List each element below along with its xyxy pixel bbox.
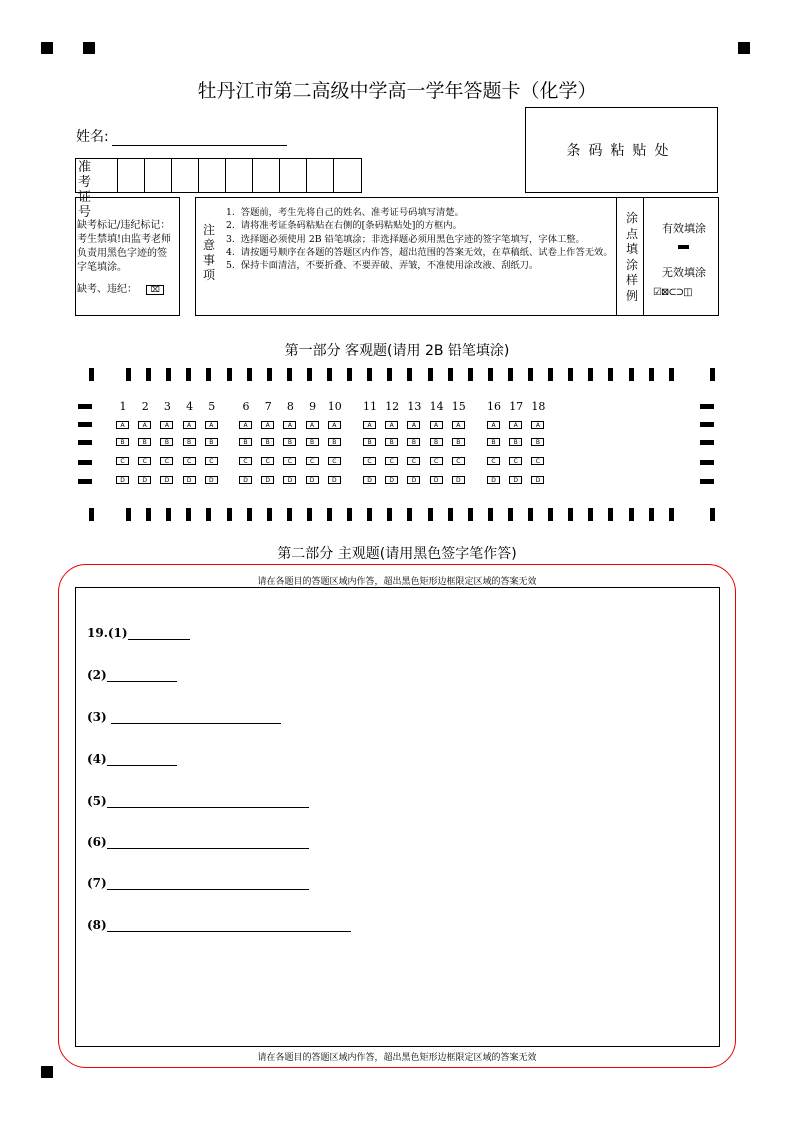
- option-bubble-c[interactable]: C: [531, 457, 544, 465]
- option-bubble-c[interactable]: C: [407, 457, 420, 465]
- timing-tick: [528, 368, 533, 381]
- question-label: (6): [87, 835, 107, 849]
- question-label: (4): [87, 752, 107, 766]
- question-number: 2: [141, 400, 149, 413]
- option-bubble-c[interactable]: C: [306, 457, 319, 465]
- question-number: 10: [327, 400, 342, 413]
- option-bubble-c[interactable]: C: [261, 457, 274, 465]
- timing-tick: [227, 508, 232, 521]
- absent-line: 负责用黑色字迹的签: [77, 248, 167, 259]
- option-bubble-a[interactable]: A: [183, 421, 196, 429]
- exam-id-cell[interactable]: [280, 159, 307, 192]
- option-bubble-a[interactable]: A: [138, 421, 151, 429]
- option-bubble-a[interactable]: A: [239, 421, 252, 429]
- timing-tick: [428, 368, 433, 381]
- notice-item: 5. 保持卡面清洁，不要折叠、不要弄破、弄皱，不准使用涂改液、刮纸刀。: [226, 260, 539, 272]
- timing-tick: [508, 508, 513, 521]
- valid-fill-label: 有效填涂: [662, 222, 706, 235]
- answer-line[interactable]: [107, 835, 309, 849]
- option-bubble-c[interactable]: C: [452, 457, 465, 465]
- notice-item: 2. 请将准考证条码粘贴在右侧的[条码粘贴处]的方框内。: [226, 220, 462, 232]
- side-marker: [700, 460, 714, 465]
- option-bubble-b[interactable]: B: [385, 438, 398, 446]
- option-bubble-b[interactable]: B: [205, 438, 218, 446]
- option-bubble-b[interactable]: B: [328, 438, 341, 446]
- option-bubble-d[interactable]: D: [306, 476, 319, 484]
- option-bubble-c[interactable]: C: [239, 457, 252, 465]
- question-19-1[interactable]: [87, 626, 190, 640]
- option-bubble-b[interactable]: B: [183, 438, 196, 446]
- option-bubble-d[interactable]: D: [430, 476, 443, 484]
- name-row: [76, 126, 287, 146]
- question-number: 14: [429, 400, 444, 413]
- option-bubble-c[interactable]: C: [328, 457, 341, 465]
- timing-tick: [146, 368, 151, 381]
- notice-item: 3. 选择题必须使用 2B 铅笔填涂；非选择题必须用黑色字迹的签字笔填写，字体工整。: [226, 233, 585, 245]
- part2-title: 第二部分 主观题(请用黑色签字笔作答): [277, 546, 517, 562]
- question-19-5[interactable]: [87, 794, 309, 808]
- side-marker: [78, 479, 92, 484]
- option-bubble-a[interactable]: A: [160, 421, 173, 429]
- absent-line: 字笔填涂。: [77, 262, 127, 273]
- question-number: 6: [242, 400, 250, 413]
- timing-tick: [488, 368, 493, 381]
- answer-line[interactable]: [111, 710, 281, 724]
- timing-tick: [206, 508, 211, 521]
- timing-tick: [347, 368, 352, 381]
- corner-marker-top-left-2: [83, 42, 95, 54]
- option-bubble-d[interactable]: D: [116, 476, 129, 484]
- question-label: 19.(1): [87, 626, 128, 640]
- option-bubble-a[interactable]: A: [509, 421, 522, 429]
- timing-tick: [89, 508, 94, 521]
- timing-tick: [428, 508, 433, 521]
- option-bubble-c[interactable]: C: [160, 457, 173, 465]
- timing-tick: [287, 508, 292, 521]
- option-bubble-b[interactable]: B: [261, 438, 274, 446]
- side-marker: [78, 440, 92, 445]
- valid-fill-sample: [678, 245, 689, 249]
- timing-tick: [387, 368, 392, 381]
- option-bubble-c[interactable]: C: [430, 457, 443, 465]
- answer-line[interactable]: [107, 668, 177, 682]
- timing-tick: [669, 508, 674, 521]
- question-number: 3: [163, 400, 171, 413]
- timing-tick: [608, 508, 613, 521]
- answer-line[interactable]: [107, 918, 351, 932]
- question-label: (5): [87, 794, 107, 808]
- page-title: 牡丹江市第二高级中学高一学年答题卡（化学）: [197, 80, 597, 102]
- notice-list: [226, 206, 616, 272]
- timing-tick: [629, 508, 634, 521]
- question-number: 1: [119, 400, 127, 413]
- option-bubble-d[interactable]: D: [239, 476, 252, 484]
- timing-tick: [568, 368, 573, 381]
- question-19-3[interactable]: [87, 710, 281, 724]
- option-bubble-c[interactable]: C: [183, 457, 196, 465]
- option-bubble-a[interactable]: A: [116, 421, 129, 429]
- option-bubble-a[interactable]: A: [531, 421, 544, 429]
- timing-tick: [126, 368, 131, 381]
- question-19-2[interactable]: [87, 668, 177, 682]
- timing-tick: [347, 508, 352, 521]
- timing-tick: [488, 508, 493, 521]
- option-bubble-c[interactable]: C: [116, 457, 129, 465]
- option-bubble-a[interactable]: A: [283, 421, 296, 429]
- option-bubble-d[interactable]: D: [363, 476, 376, 484]
- side-marker: [78, 422, 92, 427]
- option-bubble-d[interactable]: D: [452, 476, 465, 484]
- absent-line: 缺考标记/违纪标记：: [77, 220, 171, 231]
- option-bubble-b[interactable]: B: [452, 438, 465, 446]
- timing-tick: [126, 508, 131, 521]
- timing-tick: [267, 508, 272, 521]
- timing-tick: [186, 368, 191, 381]
- exam-id-cell[interactable]: [334, 159, 361, 192]
- answer-hint-bottom: 请在各题目的答题区域内作答，超出黑色矩形边框限定区域的答案无效: [257, 1053, 537, 1063]
- timing-tick: [387, 508, 392, 521]
- answer-line[interactable]: [107, 876, 309, 890]
- option-bubble-d[interactable]: D: [283, 476, 296, 484]
- timing-tick: [710, 368, 715, 381]
- question-number: 12: [385, 400, 400, 413]
- corner-marker-top-left-1: [41, 42, 53, 54]
- option-bubble-d[interactable]: D: [487, 476, 500, 484]
- option-bubble-c[interactable]: C: [283, 457, 296, 465]
- option-bubble-b[interactable]: B: [509, 438, 522, 446]
- exam-id-cell[interactable]: [226, 159, 253, 192]
- timing-tick: [367, 368, 372, 381]
- option-bubble-c[interactable]: C: [385, 457, 398, 465]
- option-bubble-c[interactable]: C: [205, 457, 218, 465]
- absent-mark-box: [75, 197, 180, 316]
- example-title: 涂点填涂样例: [625, 211, 638, 303]
- timing-tick: [89, 368, 94, 381]
- option-bubble-d[interactable]: D: [138, 476, 151, 484]
- question-number: 8: [286, 400, 294, 413]
- option-bubble-b[interactable]: B: [487, 438, 500, 446]
- option-bubble-d[interactable]: D: [385, 476, 398, 484]
- exam-id-cell[interactable]: [199, 159, 226, 192]
- option-bubble-d[interactable]: D: [183, 476, 196, 484]
- exam-id-cell[interactable]: [118, 159, 145, 192]
- option-bubble-b[interactable]: B: [430, 438, 443, 446]
- option-bubble-a[interactable]: A: [385, 421, 398, 429]
- timing-tick: [588, 508, 593, 521]
- exam-id-label: 准 考 证 号: [76, 159, 118, 192]
- question-number: 17: [509, 400, 524, 413]
- timing-tick: [448, 508, 453, 521]
- side-marker: [700, 479, 714, 484]
- invalid-fill-label: 无效填涂: [662, 266, 706, 279]
- timing-tick: [186, 508, 191, 521]
- timing-tick: [508, 368, 513, 381]
- side-marker: [700, 404, 714, 409]
- timing-tick: [548, 508, 553, 521]
- name-label: 姓名:: [76, 129, 109, 145]
- invalid-fill-samples: ☑⊠⊂⊃◫: [653, 287, 692, 298]
- option-bubble-d[interactable]: D: [407, 476, 420, 484]
- exam-id-cell[interactable]: [145, 159, 172, 192]
- timing-tick: [669, 368, 674, 381]
- question-label: (7): [87, 876, 107, 890]
- exam-id-cell[interactable]: [172, 159, 199, 192]
- timing-tick: [649, 508, 654, 521]
- fill-example-box: [617, 197, 719, 316]
- question-number: 5: [208, 400, 216, 413]
- timing-tick: [247, 508, 252, 521]
- exam-id-cell[interactable]: [307, 159, 334, 192]
- notice-title: 注意事项: [202, 223, 215, 282]
- corner-marker-bottom-left: [41, 1066, 53, 1078]
- option-bubble-a[interactable]: A: [328, 421, 341, 429]
- side-marker: [700, 422, 714, 427]
- option-bubble-a[interactable]: A: [261, 421, 274, 429]
- answer-line[interactable]: [107, 794, 309, 808]
- option-bubble-d[interactable]: D: [261, 476, 274, 484]
- timing-tick: [227, 368, 232, 381]
- side-marker: [78, 460, 92, 465]
- timing-tick: [247, 368, 252, 381]
- absent-checkbox[interactable]: ⌧: [146, 285, 164, 295]
- timing-tick: [327, 508, 332, 521]
- option-bubble-b[interactable]: B: [138, 438, 151, 446]
- timing-tick: [548, 368, 553, 381]
- corner-marker-top-right: [738, 42, 750, 54]
- question-label: (8): [87, 918, 107, 932]
- option-bubble-b[interactable]: B: [116, 438, 129, 446]
- option-bubble-a[interactable]: A: [407, 421, 420, 429]
- timing-tick: [287, 368, 292, 381]
- question-19-8[interactable]: [87, 918, 351, 932]
- option-bubble-a[interactable]: A: [430, 421, 443, 429]
- option-bubble-b[interactable]: B: [531, 438, 544, 446]
- question-number: 18: [531, 400, 546, 413]
- question-number: 11: [363, 400, 377, 413]
- option-bubble-b[interactable]: B: [306, 438, 319, 446]
- exam-id-cell[interactable]: [253, 159, 280, 192]
- timing-tick: [448, 368, 453, 381]
- question-number: 7: [264, 400, 272, 413]
- timing-tick: [407, 508, 412, 521]
- side-marker: [78, 404, 92, 409]
- answer-line[interactable]: [107, 752, 177, 766]
- timing-tick: [206, 368, 211, 381]
- timing-tick: [327, 368, 332, 381]
- question-number: 9: [309, 400, 317, 413]
- notice-box: [195, 197, 617, 316]
- question-19-7[interactable]: [87, 876, 309, 890]
- option-bubble-b[interactable]: B: [283, 438, 296, 446]
- option-bubble-b[interactable]: B: [160, 438, 173, 446]
- option-bubble-a[interactable]: A: [487, 421, 500, 429]
- option-bubble-c[interactable]: C: [509, 457, 522, 465]
- name-field[interactable]: [112, 131, 287, 146]
- notice-item: 4. 请按题号顺序在各题的答题区内作答，超出范围的答案无效，在草稿纸、试卷上作答无效。: [226, 246, 613, 258]
- option-bubble-b[interactable]: B: [239, 438, 252, 446]
- option-bubble-a[interactable]: A: [205, 421, 218, 429]
- option-bubble-d[interactable]: D: [160, 476, 173, 484]
- example-divider: [643, 198, 644, 315]
- option-bubble-c[interactable]: C: [363, 457, 376, 465]
- timing-tick: [588, 368, 593, 381]
- question-number: 16: [487, 400, 501, 413]
- option-bubble-d[interactable]: D: [509, 476, 522, 484]
- question-label: (3): [87, 710, 107, 724]
- question-19-6[interactable]: [87, 835, 309, 849]
- absent-line: 考生禁填!由监考老师: [77, 234, 172, 245]
- timing-tick: [146, 508, 151, 521]
- question-number: 15: [451, 400, 466, 413]
- timing-tick: [608, 368, 613, 381]
- notice-item: 1. 答题前，考生先将自己的姓名、准考证号码填写清楚。: [226, 207, 464, 218]
- timing-tick: [307, 368, 312, 381]
- timing-tick: [367, 508, 372, 521]
- question-number: 4: [186, 400, 194, 413]
- timing-tick: [307, 508, 312, 521]
- option-bubble-d[interactable]: D: [205, 476, 218, 484]
- timing-tick: [468, 368, 473, 381]
- option-bubble-a[interactable]: A: [306, 421, 319, 429]
- question-19-4[interactable]: [87, 752, 177, 766]
- option-bubble-a[interactable]: A: [452, 421, 465, 429]
- option-bubble-b[interactable]: B: [363, 438, 376, 446]
- timing-tick: [629, 368, 634, 381]
- option-bubble-b[interactable]: B: [407, 438, 420, 446]
- option-bubble-d[interactable]: D: [531, 476, 544, 484]
- timing-tick: [710, 508, 715, 521]
- answer-box: [75, 587, 720, 1047]
- absent-row: [77, 283, 178, 297]
- question-label: (2): [87, 668, 107, 682]
- answer-hint-top: 请在各题目的答题区域内作答，超出黑色矩形边框限定区域的答案无效: [257, 577, 537, 587]
- answer-line[interactable]: [128, 626, 190, 640]
- timing-tick: [166, 368, 171, 381]
- timing-tick: [166, 508, 171, 521]
- barcode-area: 条码粘贴处: [525, 107, 718, 193]
- timing-tick: [649, 368, 654, 381]
- timing-tick: [267, 368, 272, 381]
- option-bubble-c[interactable]: C: [138, 457, 151, 465]
- timing-tick: [407, 368, 412, 381]
- timing-tick: [528, 508, 533, 521]
- option-bubble-c[interactable]: C: [487, 457, 500, 465]
- part1-title: 第一部分 客观题(请用 2B 铅笔填涂): [284, 343, 510, 359]
- option-bubble-d[interactable]: D: [328, 476, 341, 484]
- question-number: 13: [407, 400, 422, 413]
- absent-label: 缺考、违纪：: [77, 284, 137, 295]
- option-bubble-a[interactable]: A: [363, 421, 376, 429]
- timing-tick: [468, 508, 473, 521]
- side-marker: [700, 440, 714, 445]
- timing-tick: [568, 508, 573, 521]
